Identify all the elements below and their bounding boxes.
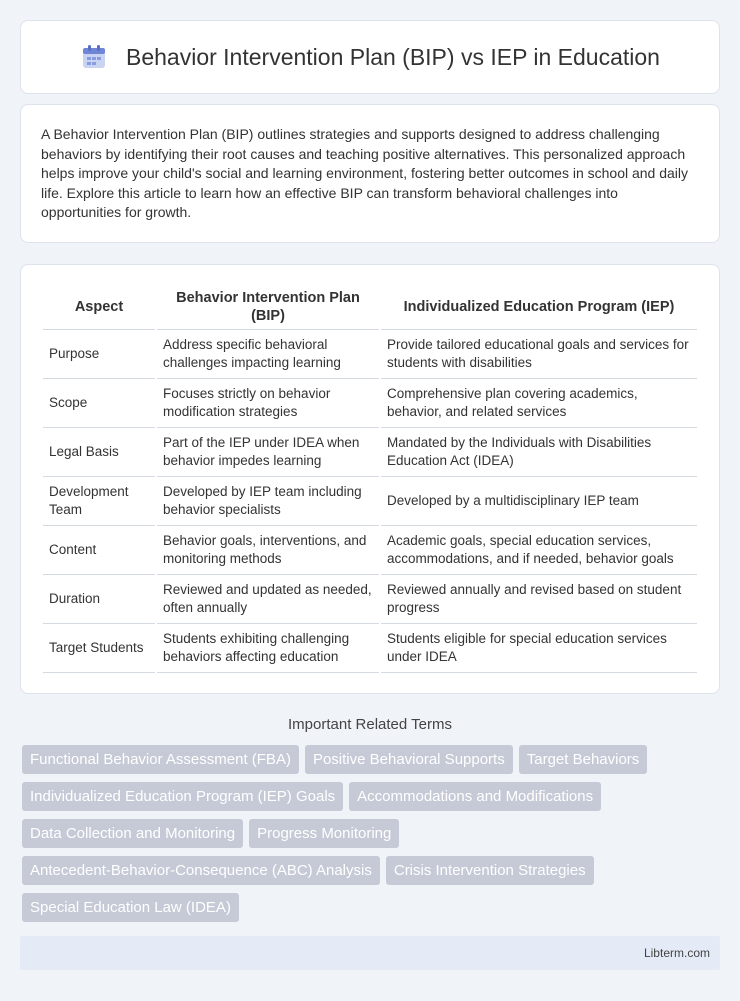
cell-aspect: Target Students xyxy=(43,624,155,673)
footer-site-link[interactable]: Libterm.com xyxy=(643,946,710,960)
header-aspect: Aspect xyxy=(43,285,155,330)
cell-bip: Developed by IEP team including behavior specialists xyxy=(157,477,379,526)
cell-aspect: Scope xyxy=(43,379,155,428)
cell-bip: Students exhibiting challenging behaviors affecting education xyxy=(157,624,379,673)
page-title: Behavior Intervention Plan (BIP) vs IEP in Education xyxy=(126,43,660,70)
table-row xyxy=(43,477,697,526)
cell-aspect: Legal Basis xyxy=(43,428,155,477)
related-term-tag[interactable]: Data Collection and Monitoring xyxy=(22,819,243,848)
related-term-tag[interactable]: Target Behaviors xyxy=(519,745,648,774)
table-row xyxy=(43,379,697,428)
table-row xyxy=(43,575,697,624)
cell-iep: Comprehensive plan covering academics, behavior, and related services xyxy=(381,379,697,428)
cell-aspect: Content xyxy=(43,526,155,575)
intro-paragraph: A Behavior Intervention Plan (BIP) outlines strategies and supports designed to address challenging behaviors by identifying their root causes and teaching positive alternatives. This personalized approach helps improve your child's social and learning environment, fostering better outcomes in school and daily life. Explore this article to learn how an effective BIP can transform behavioral challenges into opportunities for growth. xyxy=(41,126,689,221)
cell-aspect: Development Team xyxy=(43,477,155,526)
cell-iep: Academic goals, special education services, accommodations, and if needed, behavior goals xyxy=(381,526,697,575)
header-iep: Individualized Education Program (IEP) xyxy=(381,285,697,330)
related-term-tag[interactable]: Crisis Intervention Strategies xyxy=(386,856,594,885)
table-header-row xyxy=(43,285,697,330)
header-bip: Behavior Intervention Plan (BIP) xyxy=(157,285,379,330)
related-term-tag[interactable]: Antecedent-Behavior-Consequence (ABC) Analysis xyxy=(22,856,380,885)
cell-bip: Reviewed and updated as needed, often annually xyxy=(157,575,379,624)
title-card xyxy=(20,20,720,94)
cell-aspect: Duration xyxy=(43,575,155,624)
cell-bip: Focuses strictly on behavior modification strategies xyxy=(157,379,379,428)
related-terms-title: Important Related Terms xyxy=(288,716,452,733)
cell-iep: Provide tailored educational goals and services for students with disabilities xyxy=(381,330,697,379)
table-row xyxy=(43,330,697,379)
cell-aspect: Purpose xyxy=(43,330,155,379)
cell-iep: Developed by a multidisciplinary IEP team xyxy=(381,477,697,526)
cell-iep: Reviewed annually and revised based on student progress xyxy=(381,575,697,624)
related-term-tag[interactable]: Progress Monitoring xyxy=(249,819,399,848)
related-term-tag[interactable]: Positive Behavioral Supports xyxy=(305,745,513,774)
related-term-tag[interactable]: Functional Behavior Assessment (FBA) xyxy=(22,745,299,774)
related-terms-list xyxy=(22,745,720,922)
table-row xyxy=(43,526,697,575)
cell-iep: Students eligible for special education services under IDEA xyxy=(381,624,697,673)
related-term-tag[interactable]: Individualized Education Program (IEP) Goals xyxy=(22,782,343,811)
comparison-table xyxy=(41,285,699,673)
related-term-tag[interactable]: Accommodations and Modifications xyxy=(349,782,601,811)
table-row xyxy=(43,624,697,673)
cell-iep: Mandated by the Individuals with Disabilities Education Act (IDEA) xyxy=(381,428,697,477)
table-row xyxy=(43,428,697,477)
intro-card xyxy=(20,104,720,243)
cell-bip: Behavior goals, interventions, and monitoring methods xyxy=(157,526,379,575)
footer xyxy=(20,936,720,970)
related-term-tag[interactable]: Special Education Law (IDEA) xyxy=(22,893,239,922)
calendar-icon xyxy=(80,43,108,71)
cell-bip: Part of the IEP under IDEA when behavior impedes learning xyxy=(157,428,379,477)
cell-bip: Address specific behavioral challenges impacting learning xyxy=(157,330,379,379)
comparison-card xyxy=(20,264,720,694)
